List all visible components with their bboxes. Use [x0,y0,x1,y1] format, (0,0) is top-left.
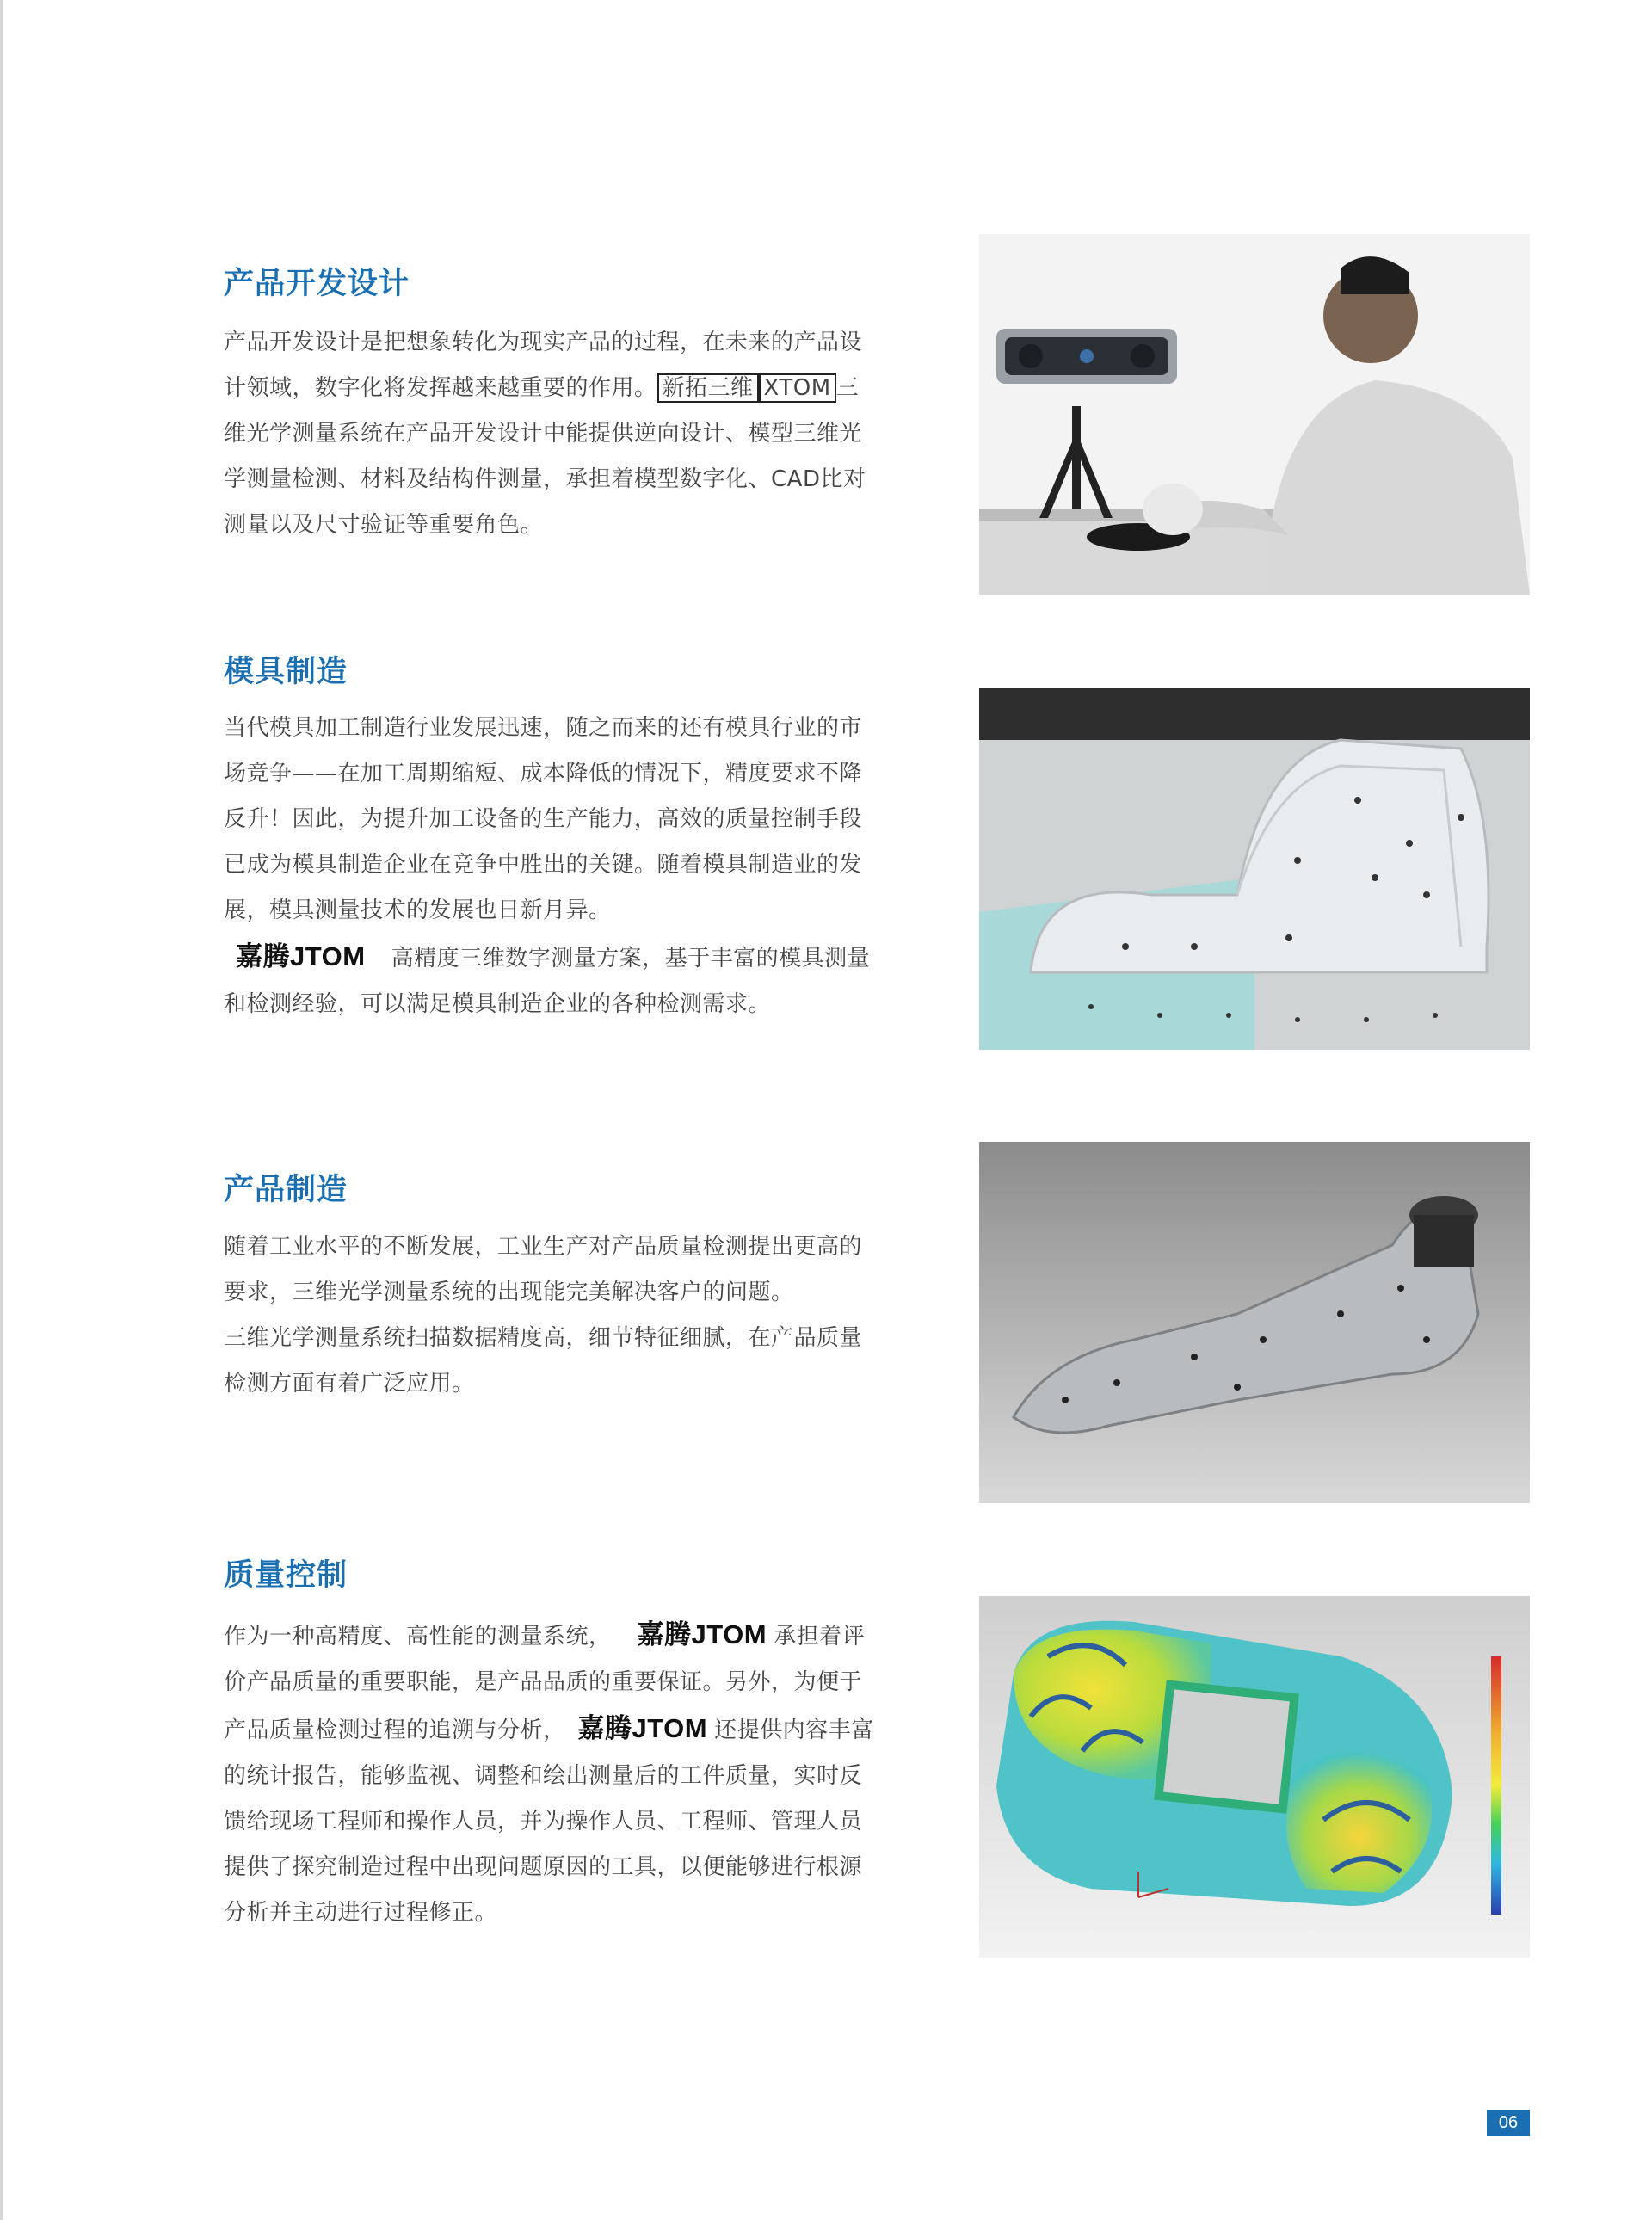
text-segment: 三维光学测量系统在产品开发设计中能提供逆向设计、模型三维光学测量检测、材料及结构件测量，承担着模型数字化、CAD比对测量以及尺寸验证等重要角色。 [224,375,866,538]
page-number-badge: 06 [1487,2110,1530,2136]
text-segment: 随着工业水平的不断发展，工业生产对产品质量检测提出更高的要求，三维光学测量系统的出现能完美解决客户的问题。 [224,1234,863,1305]
boxed-brand-en: XTOM [759,373,836,403]
mold-photo-illustration [979,688,1530,1050]
photo-mold-part [979,688,1530,1050]
photo-deviation-colormap [979,1596,1530,1958]
colormap-illustration [979,1596,1530,1958]
paragraph-quality-control [224,1612,878,1936]
paragraph-product-manufacturing [224,1224,878,1407]
brand-name: 嘉腾JTOM [577,1713,708,1743]
heading-mold-manufacturing: 模具制造 [224,655,348,689]
heading-product-manufacturing: 产品制造 [224,1173,348,1207]
text-segment: 当代模具加工制造行业发展迅速，随之而来的还有模具行业的市场竞争——在加工周期缩短、成本降低的情况下，精度要求不降反升！因此，为提升加工设备的生产能力，高效的质量控制手段已成为模具制造企业在竞争中胜出的关键。随着模具制造业的发展，模具测量技术的发展也日新月异。 [224,715,863,923]
text-segment: 产品开发设计是把想象转化为现实产品的过程，在未来的产品设计领域，数字化将发挥越来越重要的作用。 [224,330,863,401]
heading-product-development: 产品开发设计 [224,267,410,301]
paragraph-product-development [224,320,878,548]
heading-quality-control: 质量控制 [224,1558,348,1593]
paragraph-mold-manufacturing [224,706,878,1027]
brand-name: 嘉腾JTOM [637,1619,767,1650]
text-segment: 作为一种高精度、高性能的测量系统， [224,1624,612,1650]
text-segment: 承担着评价产品质量的重要职能，是产品品质的重要保证。另外，为便于产品质量检测过程的追溯与分析， [224,1624,866,1743]
brand-name: 嘉腾JTOM [236,941,366,971]
cast-part-photo-illustration [979,1142,1530,1503]
photo-operator-with-scanner [979,234,1530,595]
photo-cast-part [979,1142,1530,1503]
left-border-line [0,0,3,2220]
boxed-brand-cn: 新拓三维 [657,373,759,403]
text-segment: 还提供内容丰富的统计报告，能够监视、调整和绘出测量后的工件质量，实时反馈给现场工程师和操作人员，并为操作人员、工程师、管理人员提供了探究制造过程中出现问题原因的工具，以便能够进行根源分析并主动进行过程修正。 [224,1717,874,1926]
text-segment: 高精度三维数字测量方案，基于丰富的模具测量和检测经验，可以满足模具制造企业的各种检测需求。 [224,946,871,1017]
text-segment: 三维光学测量系统扫描数据精度高，细节特征细腻，在产品质量检测方面有着广泛应用。 [224,1325,863,1397]
scanner-photo-illustration [979,234,1530,595]
